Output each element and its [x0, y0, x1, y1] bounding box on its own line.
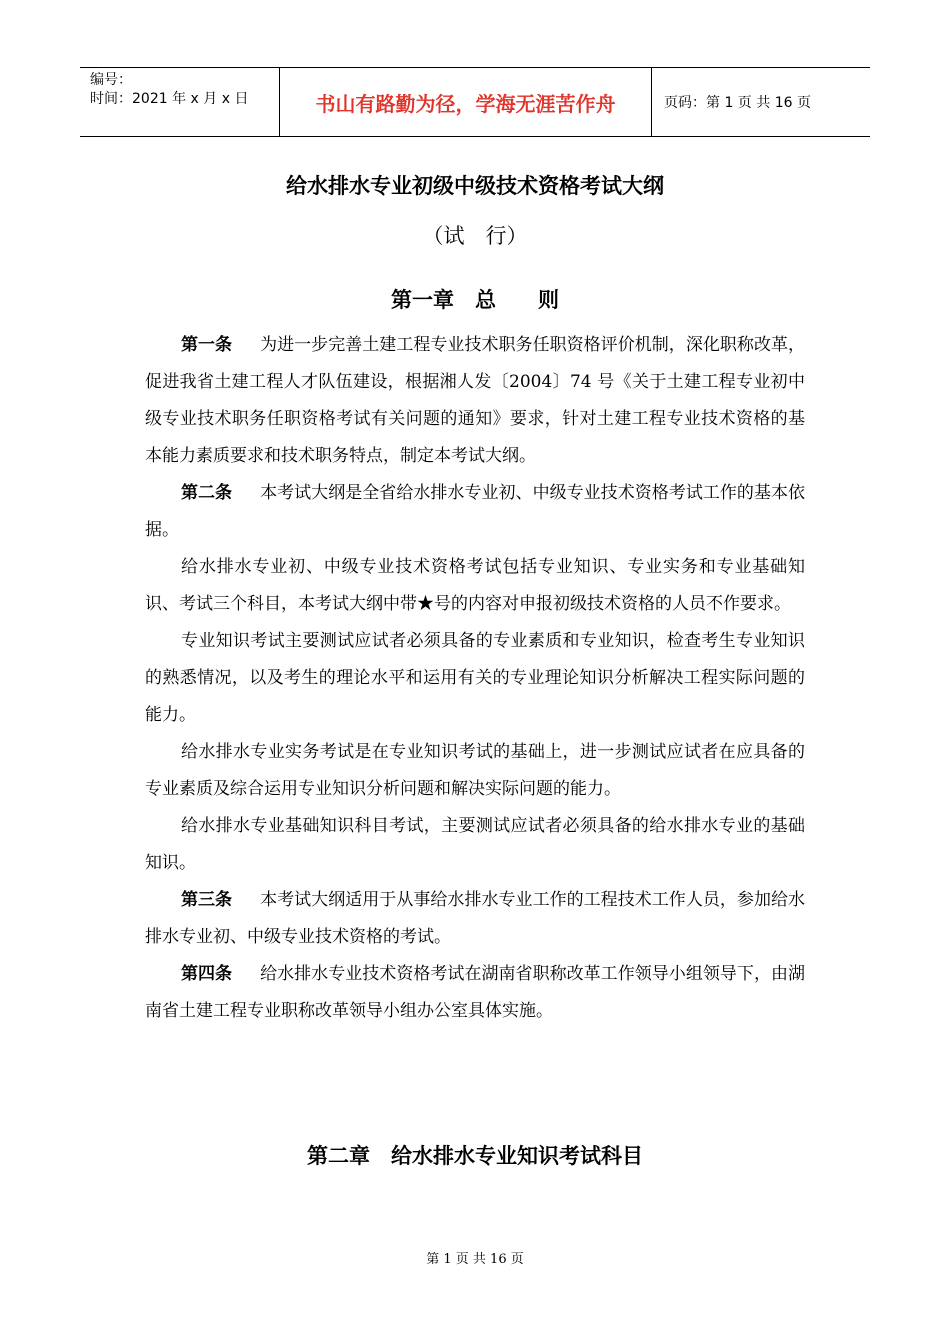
article-label: 第四条 [181, 964, 233, 984]
article-text: 为进一步完善土建工程专业技术职务任职资格评价机制，深化职称改革，促进我省土建工程人才队伍建设，根据湘人发〔2004〕74 号《关于土建工程专业初中级专业技术职务任职资格考试有关问题的通知》要求，针对土建工程专业技术资格的基本能力素质要求和技术职务特点，制定本考试大纲。 [145, 335, 806, 466]
header-motto: 书山有路勤为径，学海无涯苦作舟 [280, 68, 652, 136]
article-text: 给水排水专业技术资格考试在湖南省职称改革工作领导小组领导下，由湖南省土建工程专业职称改革领导小组办公室具体实施。 [145, 964, 806, 1021]
article-label: 第二条 [181, 483, 233, 503]
document-title: 给水排水专业初级中级技术资格考试大纲 [286, 174, 664, 198]
page-footer: 第 1 页 共 16 页 [426, 1252, 524, 1267]
chapter-1-body [145, 327, 805, 1030]
date-line: 时间：2021 年 x 月 x 日 [90, 91, 249, 107]
article-1 [145, 327, 805, 475]
header-page-info: 页码：第 1 页 共 16 页 [664, 95, 811, 111]
paragraph: 给水排水专业初、中级专业技术资格考试包括专业知识、专业实务和专业基础知识、考试三个科目，本考试大纲中带★号的内容对申报初级技术资格的人员不作要求。 [145, 557, 805, 614]
article-text: 本考试大纲是全省给水排水专业初、中级专业技术资格考试工作的基本依据。 [145, 483, 806, 540]
paragraph: 专业知识考试主要测试应试者必须具备的专业素质和专业知识，检查考生专业知识的熟悉情况，以及考生的理论水平和运用有关的专业理论知识分析解决工程实际问题的能力。 [145, 631, 805, 725]
number-label: 编号： [90, 72, 132, 88]
paragraph: 给水排水专业基础知识科目考试，主要测试应试者必须具备的给水排水专业的基础知识。 [145, 816, 805, 873]
paragraph: 给水排水专业实务考试是在专业知识考试的基础上，进一步测试应试者在应具备的专业素质及综合运用专业知识分析问题和解决实际问题的能力。 [145, 742, 805, 799]
chapter-1-heading: 第一章 总 则 [391, 288, 559, 312]
header-meta [80, 68, 280, 136]
article-label: 第一条 [181, 335, 233, 355]
article-3 [145, 882, 805, 956]
article-text: 本考试大纲适用于从事给水排水专业工作的工程技术工作人员，参加给水排水专业初、中级专业技术资格的考试。 [145, 890, 806, 947]
article-label: 第三条 [181, 890, 233, 910]
header-table [80, 67, 870, 137]
article-4 [145, 956, 805, 1030]
chapter-2-heading: 第二章 给水排水专业知识考试科目 [307, 1144, 643, 1168]
document-subtitle: （试 行） [422, 224, 528, 248]
article-2 [145, 475, 805, 549]
